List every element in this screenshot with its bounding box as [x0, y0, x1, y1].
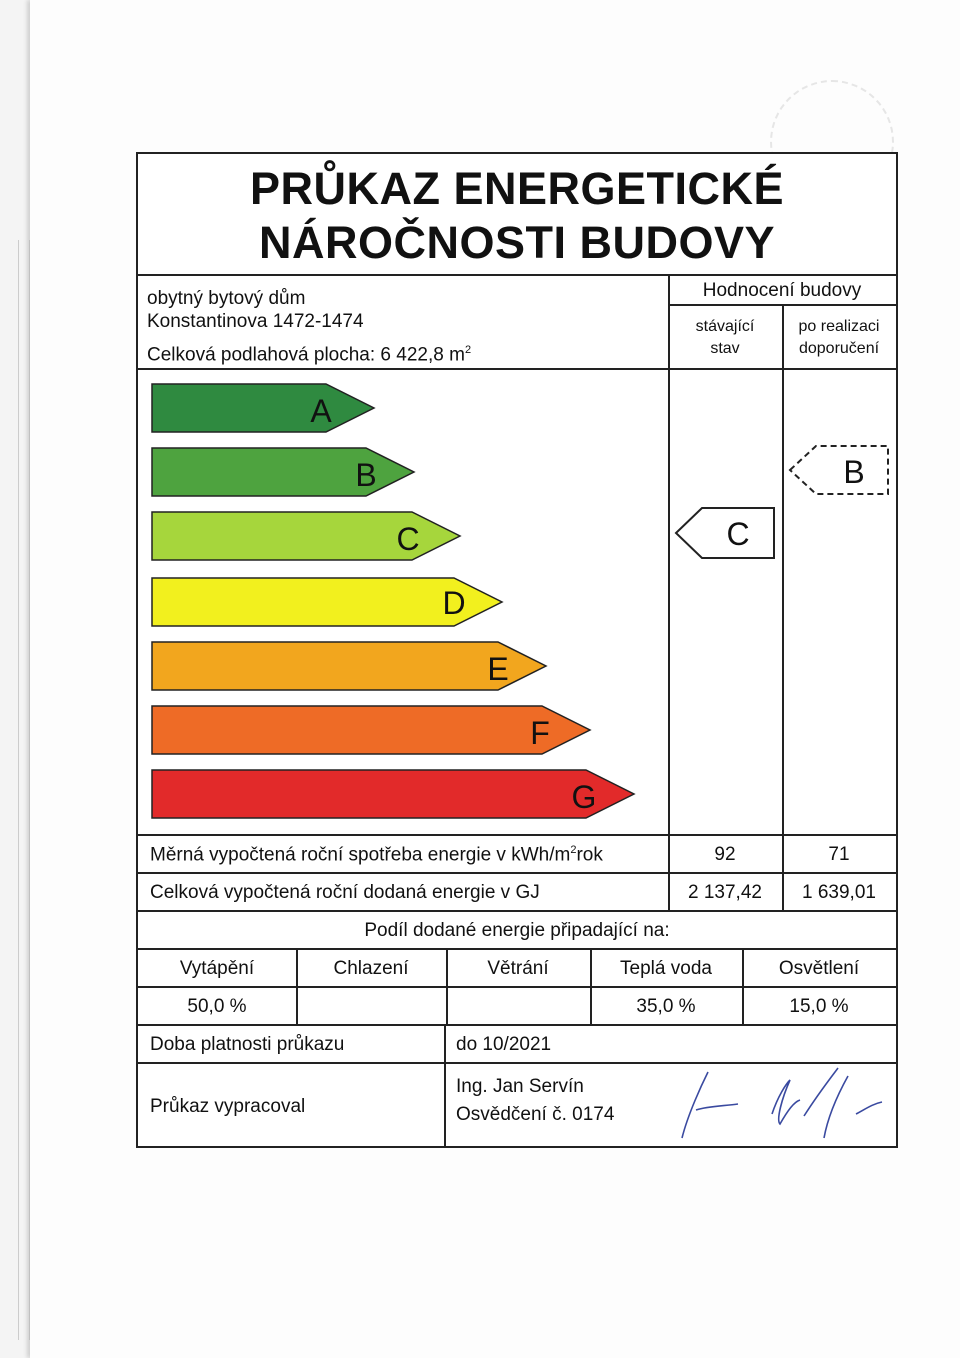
class-bar-E: [152, 642, 546, 690]
share-col-lighting: Osvětlení: [778, 958, 860, 979]
svg-text:D: D: [442, 585, 466, 621]
certificate-title: [138, 162, 896, 270]
total-energy-label: Celková vypočtená roční dodaná energie v GJ: [150, 882, 540, 903]
rating-header: Hodnocení budovy: [702, 280, 862, 301]
specific-consumption-label: Měrná vypočtená roční spotřeba energie v kWh/$m^2rok$: [150, 844, 603, 866]
svg-text:E: E: [487, 651, 509, 687]
signature-scribble: [668, 1054, 894, 1144]
class-bar-C: [152, 512, 460, 560]
author-name: Ing. Jan Servín: [456, 1076, 584, 1097]
share-header: Podíl dodané energie připadající na:: [364, 920, 670, 941]
total-energy-current: 2 137,42: [688, 882, 762, 903]
specific-consumption-after: 71: [828, 844, 850, 865]
svg-text:C: C: [396, 521, 420, 557]
svg-text:B: B: [355, 457, 377, 493]
author-certificate: Osvědčení č. 0174: [456, 1104, 615, 1125]
validity-label: Doba platnosti průkazu: [150, 1034, 345, 1055]
current-class-marker: [674, 506, 778, 560]
share-val-heating: 50,0 %: [187, 996, 247, 1017]
specific-consumption-current: 92: [714, 844, 736, 865]
title-line-2: NÁROČNOSTI BUDOVY: [258, 217, 776, 268]
class-bar-B: [152, 448, 414, 496]
after-class-marker: [786, 442, 894, 498]
page-stack-edge: [18, 240, 30, 1340]
class-bar-A: [152, 384, 374, 432]
author-label: Průkaz vypracoval: [150, 1096, 306, 1117]
total-energy-after: 1 639,01: [802, 882, 876, 903]
class-bar-G: [152, 770, 634, 818]
after-class-letter: B: [843, 454, 865, 490]
title-line-1: PRŮKAZ ENERGETICKÉ: [249, 163, 785, 214]
validity-value: do 10/2021: [456, 1034, 552, 1055]
svg-text:F: F: [530, 715, 550, 751]
svg-text:G: G: [571, 779, 597, 815]
energy-class-scale: [138, 368, 668, 834]
current-class-letter: C: [726, 516, 750, 552]
floor-area: Celková podlahová plocha: 6 422,8 $m^2$: [147, 344, 472, 366]
col-after-header: po realizaci doporučení: [798, 318, 880, 357]
share-val-hot-water: 35,0 %: [636, 996, 696, 1017]
building-type: obytný bytový dům: [147, 288, 306, 309]
svg-text:A: A: [310, 393, 332, 429]
share-val-lighting: 15,0 %: [789, 996, 849, 1017]
share-col-cooling: Chlazení: [333, 958, 409, 979]
share-col-ventilation: Větrání: [487, 958, 549, 979]
share-col-heating: Vytápění: [179, 958, 255, 979]
energy-certificate: [136, 152, 898, 1148]
building-address: Konstantinova 1472-1474: [147, 311, 364, 332]
class-bar-D: [152, 578, 502, 626]
class-bar-F: [152, 706, 590, 754]
col-current-header: stávající stav: [695, 318, 755, 357]
share-col-hot-water: Teplá voda: [620, 958, 712, 979]
